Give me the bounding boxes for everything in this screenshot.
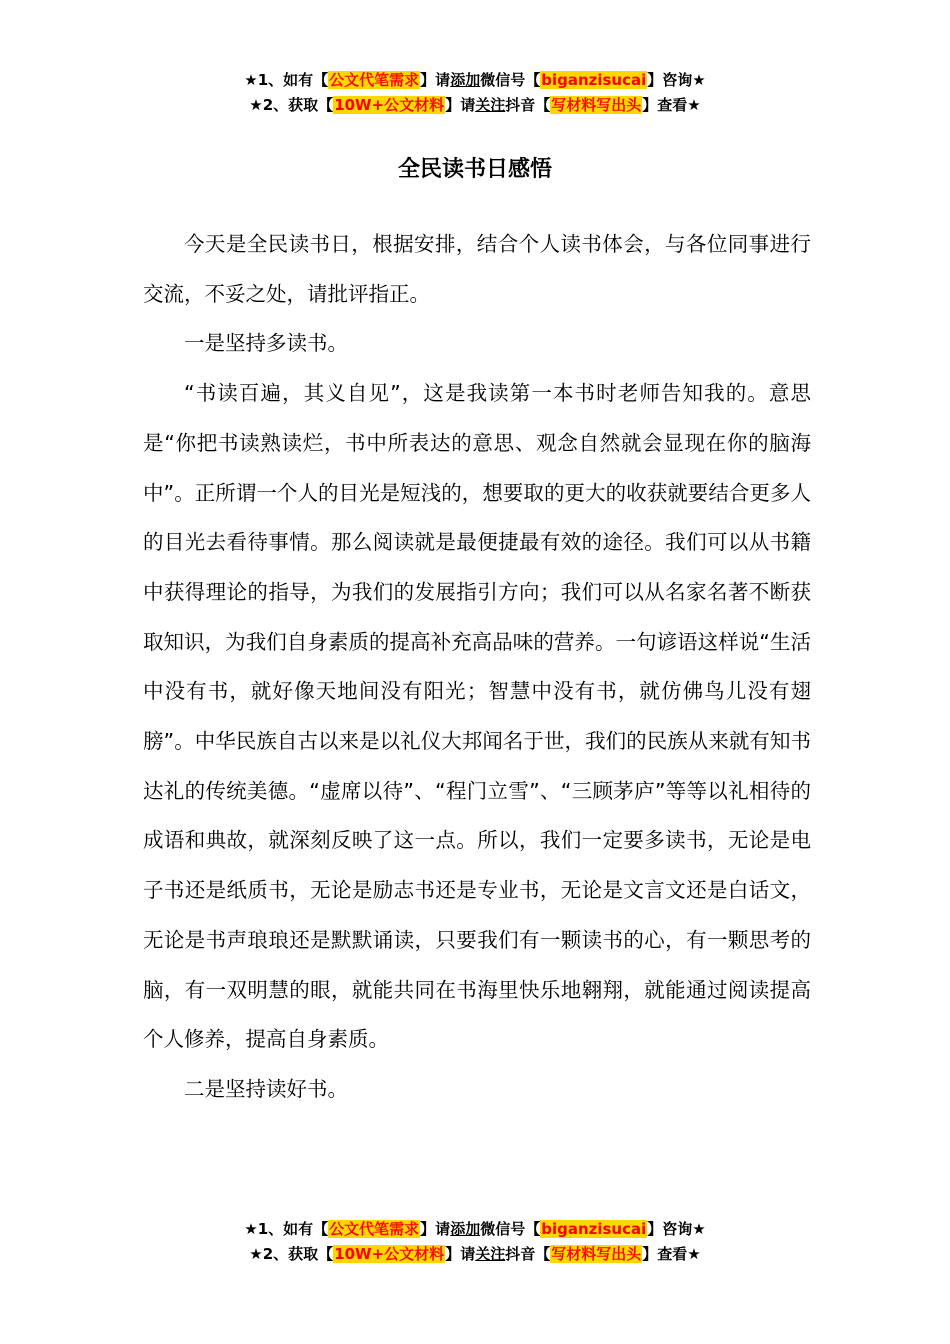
paragraph-main: “书读百遍，其义自见”，这是我读第一本书时老师告知我的。意思是“你把书读熟读烂，书中所表达的意思、观念自然就会显现在你的脑海中”。正所谓一个人的目光是短浅的，想要取的更大的收获就要结合更多人的目光去看待事情。那么阅读就是最便捷最有效的途径。我们可以从书籍中获得理论的指导，为我们的发展指引方向；我们可以从名家名著不断获取知识，为我们自身素质的提高补充高品味的营养。一句谚语这样说“生活中没有书，就好像天地间没有阳光；智慧中没有书，就仿佛鸟儿没有翅膀”。中华民族自古以来是以礼仪大邦闻名于世，我们的民族从来就有知书达礼的传统美德。“虚席以待”、“程门立雪”、“三顾茅庐”等等以礼相待的成语和典故，就深刻反映了这一点。所以，我们一定要多读书，无论是电子书还是纸质书，无论是励志书还是专业书，无论是文言文还是白话文，无论是书声琅琅还是默默诵读，只要我们有一颗读书的心，有一颗思考的脑，有一双明慧的眼，就能共同在书海里快乐地翱翔，就能通过阅读提高个人修养，提高自身素质。 — [143, 381, 811, 1052]
banner-line-2 — [0, 1242, 950, 1267]
highlight-materials: 10W+公文材料 — [334, 96, 445, 114]
highlight-douyin: 写材料写出头 — [551, 96, 642, 114]
document-title: 全民读书日感悟 — [397, 157, 552, 182]
underline-add: 添加 — [450, 71, 481, 89]
banner-text: ★2、获取【 — [249, 1245, 334, 1263]
banner-text: 微信号【 — [480, 1220, 541, 1238]
banner-text: 】咨询★ — [647, 1220, 706, 1238]
underline-follow: 关注 — [475, 96, 506, 114]
banner-text: 】请 — [420, 1220, 451, 1238]
banner-text: ★1、如有【 — [244, 1220, 329, 1238]
paragraph-intro: 今天是全民读书日，根据安排，结合个人读书体会，与各位同事进行交流，不妥之处，请批评指正。 — [143, 232, 811, 306]
banner-text: 】咨询★ — [647, 71, 706, 89]
highlight-douyin: 写材料写出头 — [551, 1245, 642, 1263]
banner-text: 】请 — [420, 71, 451, 89]
banner-text: 】请 — [445, 96, 476, 114]
banner-text: 微信号【 — [480, 71, 541, 89]
highlight-service: 公文代笔需求 — [329, 71, 420, 89]
banner-text: 抖音【 — [505, 96, 551, 114]
banner-line-1 — [0, 1217, 950, 1242]
header-banner — [0, 68, 950, 118]
underline-add: 添加 — [450, 1220, 481, 1238]
banner-text: ★1、如有【 — [244, 71, 329, 89]
highlight-wechat-id: biganzisucai — [541, 1220, 647, 1238]
highlight-service: 公文代笔需求 — [329, 1220, 420, 1238]
paragraph-heading-2: 二是坚持读好书。 — [184, 1076, 348, 1101]
paragraph-heading-1: 一是坚持多读书。 — [184, 331, 348, 356]
banner-line-1 — [0, 68, 950, 93]
banner-line-2 — [0, 93, 950, 118]
banner-text: 】请 — [445, 1245, 476, 1263]
banner-text: 抖音【 — [505, 1245, 551, 1263]
footer-banner — [0, 1217, 950, 1267]
document-body — [143, 220, 811, 1115]
banner-text: 】查看★ — [642, 1245, 701, 1263]
banner-text: 】查看★ — [642, 96, 701, 114]
highlight-wechat-id: biganzisucai — [541, 71, 647, 89]
underline-follow: 关注 — [475, 1245, 506, 1263]
banner-text: ★2、获取【 — [249, 96, 334, 114]
highlight-materials: 10W+公文材料 — [334, 1245, 445, 1263]
